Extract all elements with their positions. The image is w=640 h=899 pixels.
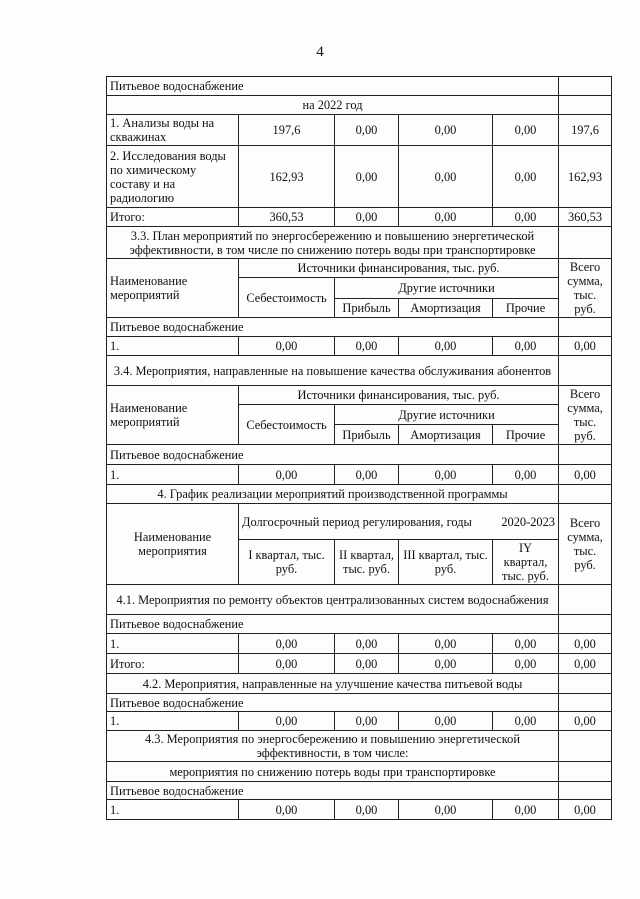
table-cell: 0,00	[335, 115, 399, 146]
table-cell: 0,00	[335, 208, 399, 227]
table-cell: 197,6	[559, 115, 612, 146]
table-cell: 0,00	[239, 337, 335, 356]
table-cell: 0,00	[239, 634, 335, 654]
table-cell: 1.	[107, 800, 239, 820]
table-cell: 0,00	[399, 115, 493, 146]
table-cell: 2. Исследования воды по химическому составу и на радиологию	[107, 146, 239, 208]
table-cell: Итого:	[107, 654, 239, 674]
table-cell: 162,93	[239, 146, 335, 208]
empty-cell	[559, 762, 612, 782]
empty-cell	[559, 77, 612, 96]
table-cell: II квартал, тыс. руб.	[335, 540, 399, 585]
table-cell: 0,00	[399, 337, 493, 356]
table-cell: 162,93	[559, 146, 612, 208]
table-cell: 0,00	[335, 634, 399, 654]
table-cell: III квартал, тыс. руб.	[399, 540, 493, 585]
col-total: Всего сумма, тыс. руб.	[559, 259, 612, 318]
empty-cell	[559, 485, 612, 504]
table-cell: Питьевое водоснабжение	[107, 782, 559, 800]
section-4-title: 4. График реализации мероприятий производственной программы	[107, 485, 559, 504]
section-4-3-title: 4.3. Мероприятия по энергосбережению и повышению энергетической эффективности, в том числе:	[107, 731, 559, 762]
table-cell: Питьевое водоснабжение	[107, 615, 559, 634]
table-cell: Амортизация	[399, 299, 493, 318]
table-cell: 0,00	[493, 146, 559, 208]
table-cell: Наименование мероприятия	[107, 504, 239, 585]
section-3-3-title: 3.3. План мероприятий по энергосбережению и повышению энергетической эффективности, в том числе по снижению потерь воды при транспортировке	[107, 227, 559, 259]
table-cell: 0,00	[493, 465, 559, 485]
table-cell: 0,00	[239, 800, 335, 820]
table-cell: 0,00	[559, 337, 612, 356]
program-table	[106, 76, 612, 820]
empty-cell	[559, 227, 612, 259]
table-cell: 0,00	[335, 465, 399, 485]
table-cell: 0,00	[559, 634, 612, 654]
table-cell: Амортизация	[399, 425, 493, 445]
table-row	[107, 146, 612, 208]
table-cell: 0,00	[399, 800, 493, 820]
table-cell: 360,53	[239, 208, 335, 227]
empty-cell	[559, 96, 612, 115]
table-cell: Питьевое водоснабжение	[107, 318, 559, 337]
table-cell: Другие источники	[335, 278, 559, 299]
section-4-2-title: 4.2. Мероприятия, направленные на улучшение качества питьевой воды	[107, 674, 559, 694]
table-cell: 0,00	[239, 712, 335, 731]
table-cell: Всего сумма, тыс. руб.	[559, 386, 612, 445]
table-cell: Другие источники	[335, 405, 559, 425]
table-cell: 0,00	[239, 465, 335, 485]
table-row	[107, 208, 612, 227]
table-cell: Себестоимость	[239, 405, 335, 445]
table-cell: Себестоимость	[239, 278, 335, 318]
table-cell: 0,00	[559, 654, 612, 674]
table-cell: Прочие	[493, 299, 559, 318]
table-cell: 0,00	[493, 654, 559, 674]
table-cell: Источники финансирования, тыс. руб.	[239, 259, 559, 278]
section-4-3-sub: мероприятия по снижению потерь воды при транспортировке	[107, 762, 559, 782]
table-cell: 0,00	[335, 337, 399, 356]
table-row	[107, 465, 612, 485]
table-cell: Питьевое водоснабжение	[107, 445, 559, 465]
section-3-4-title: 3.4. Мероприятия, направленные на повышение качества обслуживания абонентов	[107, 356, 559, 386]
table-cell: 0,00	[399, 654, 493, 674]
table-row	[107, 712, 612, 731]
page-number: 4	[316, 44, 324, 60]
table-cell: 0,00	[335, 800, 399, 820]
table-cell: 0,00	[493, 800, 559, 820]
empty-cell	[559, 356, 612, 386]
table-cell: 0,00	[559, 712, 612, 731]
table-cell: 0,00	[335, 146, 399, 208]
col-name: Наименование мероприятий	[107, 259, 239, 318]
table-cell: 0,00	[399, 712, 493, 731]
table-cell: Наименование мероприятий	[107, 386, 239, 445]
empty-cell	[559, 782, 612, 800]
table-cell: 1.	[107, 634, 239, 654]
section-4-1-title: 4.1. Мероприятия по ремонту объектов централизованных систем водоснабжения	[107, 585, 559, 615]
table-cell: 0,00	[493, 634, 559, 654]
table-cell: 0,00	[493, 115, 559, 146]
table-cell: IY квартал, тыс. руб.	[493, 540, 559, 585]
table-cell: 0,00	[399, 634, 493, 654]
table-cell: Всего сумма, тыс. руб.	[559, 504, 612, 585]
table-row	[107, 654, 612, 674]
table-cell: 0,00	[559, 465, 612, 485]
table-cell: 197,6	[239, 115, 335, 146]
table-cell: 1. Анализы воды на скважинах	[107, 115, 239, 146]
table-row	[107, 634, 612, 654]
table-cell: 0,00	[399, 208, 493, 227]
table-cell: Прочие	[493, 425, 559, 445]
section-water-label: Питьевое водоснабжение	[107, 77, 559, 96]
table-cell: 1.	[107, 712, 239, 731]
table-cell: 0,00	[493, 712, 559, 731]
table-cell: 360,53	[559, 208, 612, 227]
table-cell: Итого:	[107, 208, 239, 227]
table-cell: Питьевое водоснабжение	[107, 694, 559, 712]
table-row	[107, 800, 612, 820]
table-cell: 0,00	[559, 800, 612, 820]
table-cell: 0,00	[493, 337, 559, 356]
empty-cell	[559, 615, 612, 634]
table-cell: 0,00	[493, 208, 559, 227]
table-cell: 0,00	[399, 465, 493, 485]
table-cell: 1.	[107, 465, 239, 485]
table-cell: 0,00	[399, 146, 493, 208]
year-label: на 2022 год	[107, 96, 559, 115]
empty-cell	[559, 445, 612, 465]
table-cell: Прибыль	[335, 299, 399, 318]
table-cell: Прибыль	[335, 425, 399, 445]
table-row	[107, 337, 612, 356]
empty-cell	[559, 585, 612, 615]
empty-cell	[559, 731, 612, 762]
table-cell: 0,00	[335, 654, 399, 674]
empty-cell	[559, 674, 612, 694]
table-cell: 1.	[107, 337, 239, 356]
table-cell: I квартал, тыс. руб.	[239, 540, 335, 585]
empty-cell	[559, 318, 612, 337]
period-header: Долгосрочный период регулирования, годы 2020-2023	[239, 504, 559, 540]
table-row	[107, 115, 612, 146]
empty-cell	[559, 694, 612, 712]
table-cell: 0,00	[335, 712, 399, 731]
table-cell: Источники финансирования, тыс. руб.	[239, 386, 559, 405]
table-cell: 0,00	[239, 654, 335, 674]
